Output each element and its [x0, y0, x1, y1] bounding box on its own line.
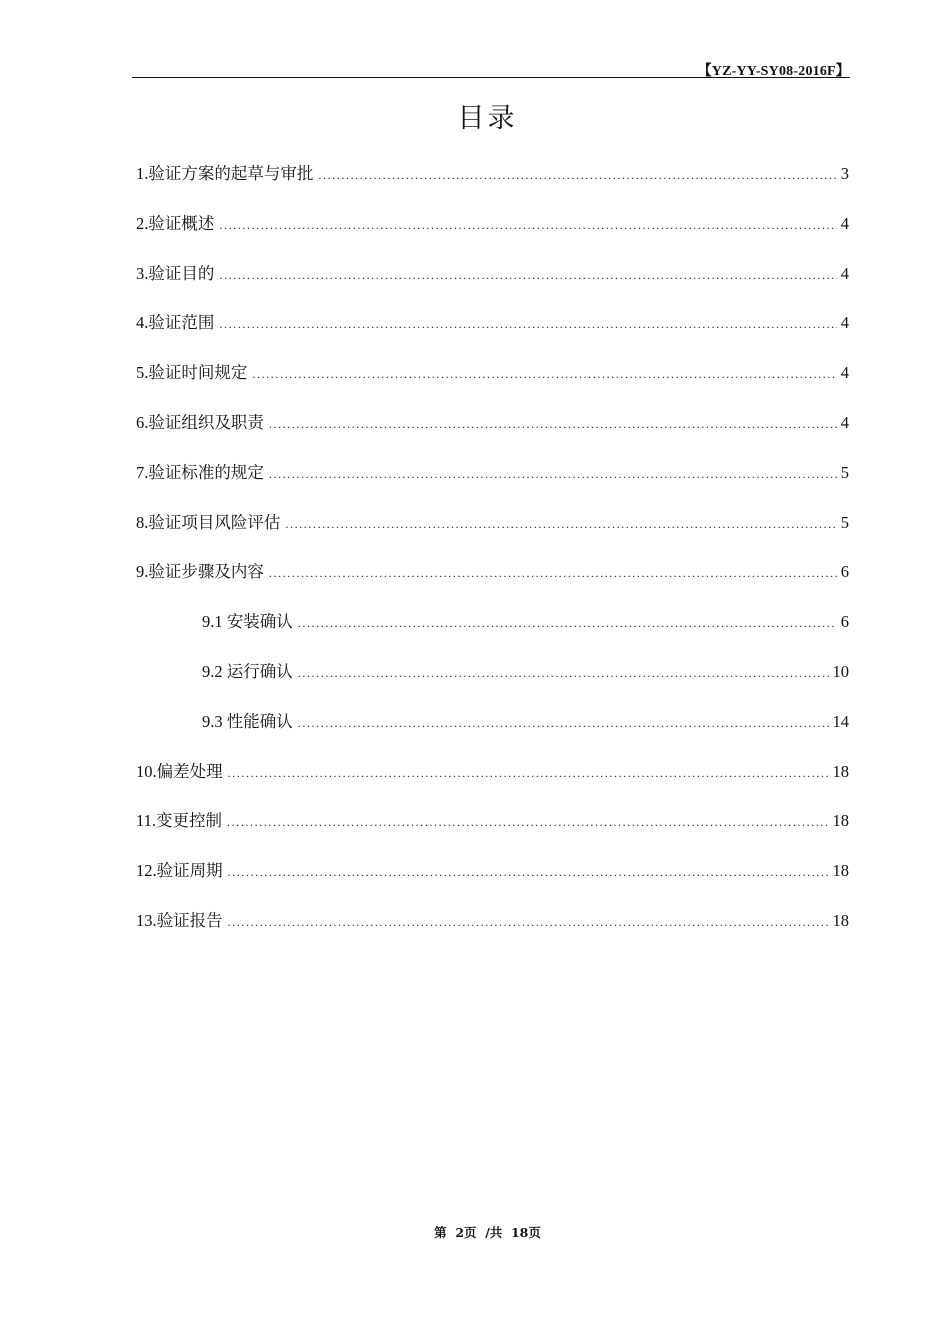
document-code: 【YZ-YY-SY08-2016F】 [697, 64, 850, 79]
toc-subentry[interactable] [136, 608, 849, 658]
toc-entry[interactable] [136, 309, 849, 359]
header-divider [132, 77, 850, 78]
toc-dot-leader [298, 616, 837, 631]
toc-dot-leader [219, 218, 836, 233]
toc-entry-page: 10 [832, 661, 849, 681]
toc-dot-leader [219, 317, 836, 332]
toc-entry[interactable] [136, 558, 849, 608]
page-footer [0, 1223, 950, 1241]
toc-dot-leader [227, 815, 828, 830]
toc-entry-page: 4 [840, 263, 849, 283]
toc-entry-page: 4 [840, 213, 849, 233]
toc-entry-page: 6 [840, 612, 849, 632]
toc-entry-label: 12.验证周期 [136, 861, 223, 881]
toc-dot-leader [269, 566, 837, 581]
toc-entry-label: 9.1 安装确认 [202, 612, 293, 632]
toc-dot-leader [269, 417, 837, 432]
toc-entry-label: 9.验证步骤及内容 [136, 562, 264, 582]
page-number-text: 第 2页 /共 18页 [434, 1225, 541, 1240]
toc-entry-page: 14 [832, 711, 849, 731]
toc-entry-page: 18 [832, 811, 849, 831]
toc-dot-leader [228, 915, 829, 930]
toc-dot-leader [318, 168, 836, 183]
toc-dot-leader [228, 766, 829, 781]
toc-entry-label: 6.验证组织及职责 [136, 412, 264, 432]
toc-entry-page: 4 [840, 412, 849, 432]
page-title: 目录 [457, 103, 518, 134]
toc-entry-page: 3 [840, 164, 849, 183]
toc-entry-page: 4 [840, 313, 849, 333]
toc-entry-page: 18 [832, 761, 849, 781]
toc-entry-page: 4 [840, 363, 849, 383]
toc-entry[interactable] [136, 459, 849, 509]
toc-entry-page: 5 [840, 462, 849, 482]
toc-entry-page: 18 [832, 861, 849, 881]
toc-entry-label: 9.2 运行确认 [202, 661, 293, 681]
toc-dot-leader [285, 517, 836, 532]
toc-dot-leader [228, 865, 829, 880]
toc-entry[interactable] [136, 359, 849, 409]
toc-entry-label: 10.偏差处理 [136, 761, 223, 781]
toc-entry-label: 13.验证报告 [136, 910, 223, 930]
toc-entry[interactable] [136, 758, 849, 808]
toc-entry-label: 1.验证方案的起草与审批 [136, 164, 314, 183]
toc-entry-label: 4.验证范围 [136, 313, 215, 333]
toc-entry-label: 5.验证时间规定 [136, 363, 248, 383]
toc-dot-leader [252, 367, 836, 382]
toc-entry[interactable] [136, 260, 849, 310]
toc-entry-label: 2.验证概述 [136, 213, 215, 233]
toc-entry[interactable] [136, 160, 849, 210]
toc-entry[interactable] [136, 907, 849, 957]
toc-entry[interactable] [136, 409, 849, 459]
toc-entry-label: 8.验证项目风险评估 [136, 512, 281, 532]
toc-dot-leader [298, 716, 829, 731]
toc-entry[interactable] [136, 210, 849, 260]
toc-entry[interactable] [136, 807, 849, 857]
toc-entry[interactable] [136, 509, 849, 559]
toc-dot-leader [298, 666, 829, 681]
toc-entry-label: 11.变更控制 [136, 811, 223, 831]
toc-entry-page: 5 [840, 512, 849, 532]
toc-dot-leader [219, 268, 836, 283]
toc-entry-label: 7.验证标准的规定 [136, 462, 264, 482]
toc-entry-label: 3.验证目的 [136, 263, 215, 283]
toc-dot-leader [269, 467, 837, 482]
toc-subentry[interactable] [136, 658, 849, 708]
toc-subentry[interactable] [136, 708, 849, 758]
toc-entry[interactable] [136, 857, 849, 907]
toc-entry-page: 18 [832, 910, 849, 930]
toc-entry-page: 6 [840, 562, 849, 582]
table-of-contents [136, 160, 849, 957]
toc-entry-label: 9.3 性能确认 [202, 711, 293, 731]
